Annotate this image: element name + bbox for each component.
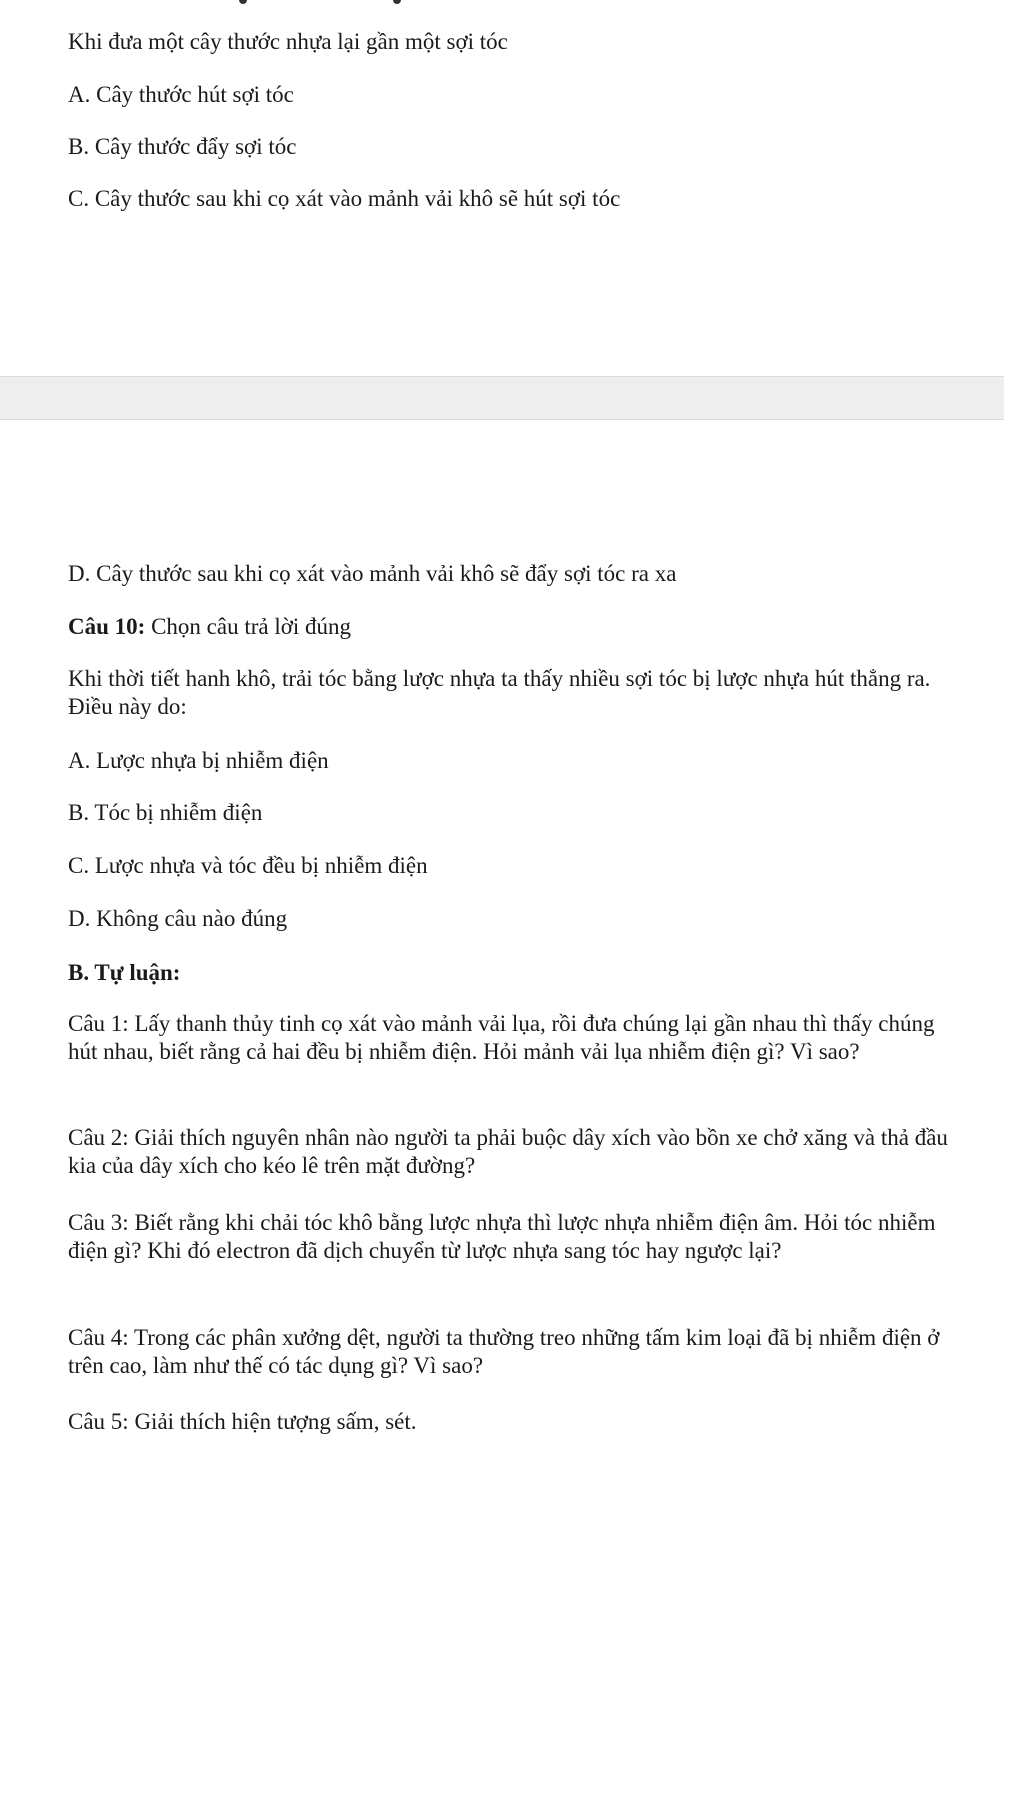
question-10-option-c: C. Lược nhựa và tóc đều bị nhiễm điện <box>68 853 428 878</box>
question-10-option-a: A. Lược nhựa bị nhiễm điện <box>68 748 329 773</box>
essay-question-1: Câu 1: Lấy thanh thủy tinh cọ xát vào mảnh vải lụa, rồi đưa chúng lại gần nhau thì thấy chúng hút nhau, biết rằng cả hai đều bị nhiễm điện. Hỏi mảnh vải lụa nhiễm điện gì? Vì sao? <box>68 1011 935 1064</box>
essay-question-2: Câu 2: Giải thích nguyên nhân nào người ta phải buộc dây xích vào bồn xe chở xăng và thả đầu kia của dây xích cho kéo lê trên mặt đường? <box>68 1125 948 1178</box>
question-10-prompt: Chọn câu trả lời đúng <box>151 614 352 639</box>
question-9-stem: Khi đưa một cây thước nhựa lại gần một sợi tóc <box>68 29 508 54</box>
viewer-right-margin <box>1004 0 1024 1820</box>
question-9-option-c: C. Cây thước sau khi cọ xát vào mảnh vải khô sẽ hút sợi tóc <box>68 186 621 211</box>
essay-question-4: Câu 4: Trong các phân xưởng dệt, người ta thường treo những tấm kim loại đã bị nhiễm điện ở trên cao, làm như thế có tác dụng gì? Vì sao? <box>68 1325 940 1378</box>
document-page-1 <box>0 0 1004 376</box>
essay-question-3: Câu 3: Biết rằng khi chải tóc khô bằng lược nhựa thì lược nhựa nhiễm điện âm. Hỏi tóc nhiễm điện gì? Khi đó electron đã dịch chuyển từ lược nhựa sang tóc hay ngược lại? <box>68 1210 936 1263</box>
essay-question-5: Câu 5: Giải thích hiện tượng sấm, sét. <box>68 1409 417 1434</box>
question-10-heading <box>68 613 351 641</box>
question-9-option-d: D. Cây thước sau khi cọ xát vào mảnh vải khô sẽ đẩy sợi tóc ra xa <box>68 561 677 586</box>
document-page-2 <box>0 420 1004 1820</box>
section-b-title: B. Tự luận: <box>68 960 181 985</box>
page-separator <box>0 376 1024 420</box>
cropped-glyph <box>236 0 250 4</box>
question-10-option-d: D. Không câu nào đúng <box>68 906 288 931</box>
cropped-glyph <box>390 0 404 4</box>
question-9-option-b: B. Cây thước đẩy sợi tóc <box>68 134 297 159</box>
question-10-number: Câu 10: <box>68 614 146 639</box>
question-10-stem: Khi thời tiết hanh khô, trải tóc bằng lược nhựa ta thấy nhiều sợi tóc bị lược nhựa hút thẳng ra. Điều này do: <box>68 666 931 719</box>
question-9-option-a: A. Cây thước hút sợi tóc <box>68 82 294 107</box>
question-10-option-b: B. Tóc bị nhiễm điện <box>68 800 263 825</box>
